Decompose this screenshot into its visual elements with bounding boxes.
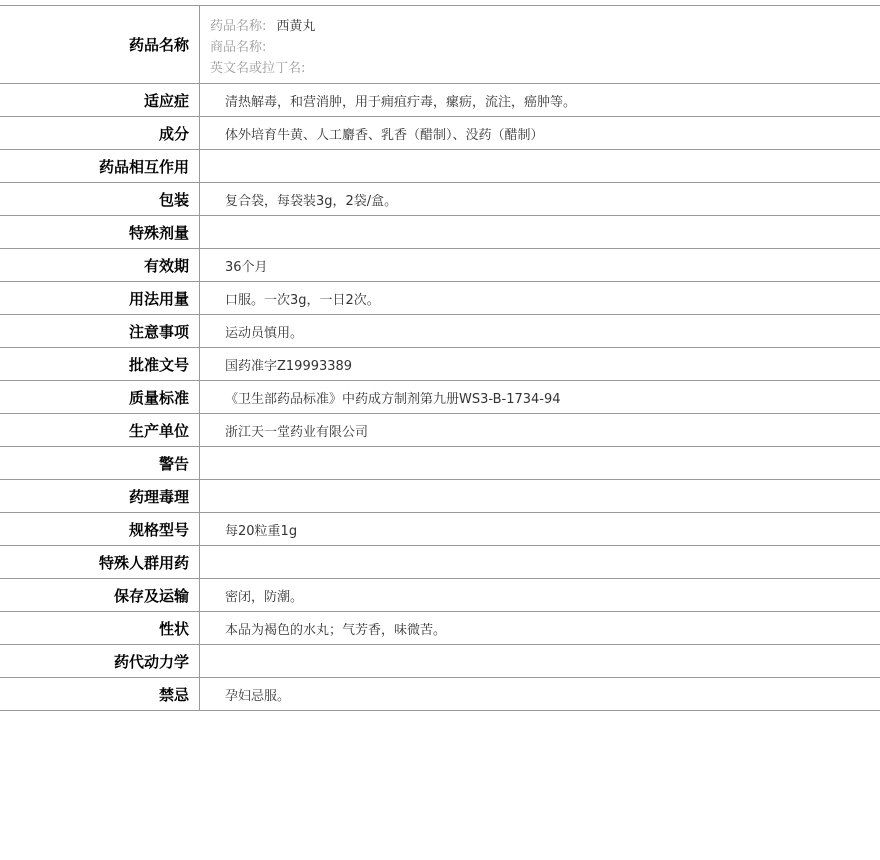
usage-dosage-value: 口服。一次3g，一日2次。 [225, 292, 380, 308]
storage-transport-label: 保存及运输 [0, 579, 200, 611]
packaging-label: 包装 [0, 183, 200, 215]
specification-label: 规格型号 [0, 513, 200, 545]
quality-standard-row [0, 381, 880, 414]
ingredients-label: 成分 [0, 117, 200, 149]
special-dosage-value [200, 216, 880, 248]
interactions-row [0, 150, 880, 183]
shelf-life-label: 有效期 [0, 249, 200, 281]
drug-name-label: 药品名称 [0, 6, 200, 83]
special-population-value [200, 546, 880, 578]
approval-number-label: 批准文号 [0, 348, 200, 380]
interactions-value [200, 150, 880, 182]
indication-value: 清热解毒，和营消肿，用于痈疽疔毒，瘰疬，流注，癌肿等。 [225, 94, 577, 110]
english-name-line [210, 58, 880, 79]
packaging-row [0, 183, 880, 216]
description-value: 本品为褐色的水丸；气芳香，味微苦。 [225, 622, 447, 638]
description-label: 性状 [0, 612, 200, 644]
pharmacokinetics-value [200, 645, 880, 677]
indication-row [0, 84, 880, 117]
special-population-row [0, 546, 880, 579]
contraindications-row [0, 678, 880, 711]
approval-number-value: 国药准字Z19993389 [225, 358, 353, 374]
indication-label: 适应症 [0, 84, 200, 116]
shelf-life-row [0, 249, 880, 282]
pharmacology-value [200, 480, 880, 512]
contraindications-value: 孕妇忌服。 [225, 688, 291, 704]
usage-dosage-label: 用法用量 [0, 282, 200, 314]
pharmacology-row [0, 480, 880, 513]
usage-dosage-row [0, 282, 880, 315]
quality-standard-value: 《卫生部药品标准》中药成方制剂第九册WS3-B-1734-94 [225, 391, 561, 407]
warning-label: 警告 [0, 447, 200, 479]
warning-value [200, 447, 880, 479]
precautions-value: 运动员慎用。 [225, 325, 304, 341]
specification-value: 每20粒重1g [225, 523, 298, 539]
trade-name-label: 商品名称: [210, 40, 267, 55]
manufacturer-row [0, 414, 880, 447]
special-population-label: 特殊人群用药 [0, 546, 200, 578]
precautions-row [0, 315, 880, 348]
drug-name-details [200, 6, 880, 83]
generic-name-label: 药品名称: [210, 19, 267, 34]
approval-number-row [0, 348, 880, 381]
storage-transport-value: 密闭，防潮。 [225, 589, 304, 605]
manufacturer-value: 浙江天一堂药业有限公司 [225, 424, 369, 440]
special-dosage-label: 特殊剂量 [0, 216, 200, 248]
pharmacokinetics-label: 药代动力学 [0, 645, 200, 677]
specification-row [0, 513, 880, 546]
storage-transport-row [0, 579, 880, 612]
packaging-value: 复合袋，每袋装3g，2袋/盒。 [225, 193, 398, 209]
special-dosage-row [0, 216, 880, 249]
contraindications-label: 禁忌 [0, 678, 200, 710]
pharmacokinetics-row [0, 645, 880, 678]
quality-standard-label: 质量标准 [0, 381, 200, 413]
ingredients-value: 体外培育牛黄、人工麝香、乳香（醋制）、没药（醋制） [225, 127, 544, 143]
manufacturer-label: 生产单位 [0, 414, 200, 446]
pharmacology-label: 药理毒理 [0, 480, 200, 512]
generic-name-value: 西黄丸 [276, 19, 316, 34]
interactions-label: 药品相互作用 [0, 150, 200, 182]
ingredients-row [0, 117, 880, 150]
drug-info-table [0, 5, 880, 711]
warning-row [0, 447, 880, 480]
trade-name-line [210, 37, 880, 58]
drug-name-row [0, 6, 880, 84]
shelf-life-value: 36个月 [225, 259, 268, 275]
english-name-label: 英文名或拉丁名: [210, 61, 306, 76]
generic-name-line [210, 16, 880, 37]
description-row [0, 612, 880, 645]
precautions-label: 注意事项 [0, 315, 200, 347]
